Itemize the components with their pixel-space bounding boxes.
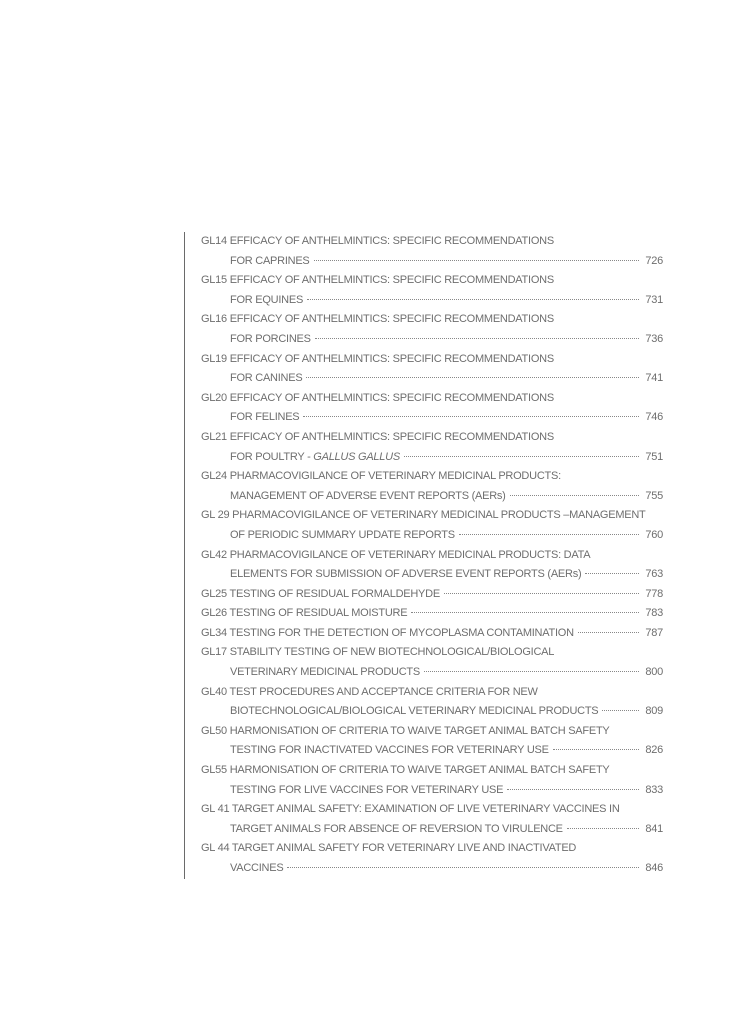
toc-entry-subtitle-text: FOR PORCINES [230, 332, 311, 345]
toc-entry-title: GL 44 TARGET ANIMAL SAFETY FOR VETERINARY LIVE AND INACTIVATED [201, 842, 577, 855]
dot-leader [411, 612, 639, 613]
toc-entry-subtitle [230, 291, 303, 311]
toc-entry-subtitle [230, 487, 506, 507]
toc-entry-continuation [201, 448, 663, 468]
toc-entry-continuation [201, 408, 663, 428]
page-number: 800 [645, 666, 663, 679]
toc-entry-subtitle [230, 565, 581, 585]
dot-leader [404, 456, 639, 457]
page-number: 760 [645, 528, 663, 541]
dot-leader [510, 495, 639, 496]
page-number: 833 [645, 783, 663, 796]
toc-entry-subtitle [230, 330, 311, 350]
toc-entry-subtitle-text: OF PERIODIC SUMMARY UPDATE REPORTS [230, 528, 455, 541]
toc-entry-subtitle [230, 448, 400, 468]
page-number: 787 [645, 626, 663, 639]
toc-entry[interactable] [201, 232, 663, 271]
toc-entry-continuation [201, 526, 663, 546]
toc-entry-subtitle-text: FOR EQUINES [230, 293, 304, 306]
table-of-contents [184, 232, 663, 879]
page-number: 726 [645, 254, 663, 267]
page-number: 731 [645, 293, 663, 306]
toc-entry-title: GL55 HARMONISATION OF CRITERIA TO WAIVE TARGET ANIMAL BATCH SAFETY [201, 764, 610, 777]
toc-entry-subtitle [230, 526, 455, 546]
dot-leader [578, 632, 639, 633]
page-number: 751 [645, 450, 663, 463]
dot-leader [303, 416, 639, 417]
toc-entry-subtitle-text: FOR CANINES [230, 372, 303, 385]
toc-entry-title: GL17 STABILITY TESTING OF NEW BIOTECHNOLOGICAL/BIOLOGICAL [201, 646, 555, 659]
toc-entry[interactable] [201, 467, 663, 506]
toc-entry-line [201, 585, 663, 605]
toc-entry-subtitle [230, 781, 503, 801]
dot-leader [314, 260, 639, 261]
toc-entry-subtitle-text: TARGET ANIMALS FOR ABSENCE OF REVERSION TO VIRULENCE [230, 822, 563, 835]
page-number: 755 [645, 489, 663, 502]
toc-entry-title: GL50 HARMONISATION OF CRITERIA TO WAIVE TARGET ANIMAL BATCH SAFETY [201, 724, 610, 737]
dot-leader [567, 828, 639, 829]
toc-entry-title: GL19 EFFICACY OF ANTHELMINTICS: SPECIFIC RECOMMENDATIONS [201, 352, 554, 365]
toc-entry-title: GL 29 PHARMACOVIGILANCE OF VETERINARY MEDICINAL PRODUCTS –MANAGEMENT [201, 509, 646, 522]
toc-entry-subtitle-text: VACCINES [230, 862, 284, 874]
dot-leader [424, 671, 639, 672]
toc-entry-title: GL 41 TARGET ANIMAL SAFETY: EXAMINATION OF LIVE VETERINARY VACCINES IN [201, 803, 620, 816]
toc-entry-title: GL34 TESTING FOR THE DETECTION OF MYCOPLASMA CONTAMINATION [201, 626, 574, 639]
dot-leader [553, 749, 639, 750]
toc-entry-subtitle-text: TESTING FOR LIVE VACCINES FOR VETERINARY USE [230, 783, 504, 796]
toc-entry-title: GL24 PHARMACOVIGILANCE OF VETERINARY MEDICINAL PRODUCTS: [201, 470, 561, 483]
toc-entry-title: GL14 EFFICACY OF ANTHELMINTICS: SPECIFIC RECOMMENDATIONS [201, 235, 554, 247]
dot-leader [459, 534, 639, 535]
toc-entry-subtitle-text: VETERINARY MEDICINAL PRODUCTS [230, 666, 420, 679]
toc-entry[interactable] [201, 624, 663, 644]
dot-leader [306, 377, 639, 378]
page-number: 841 [645, 822, 663, 835]
toc-entry-continuation [201, 663, 663, 683]
toc-entry-title: GL21 EFFICACY OF ANTHELMINTICS: SPECIFIC RECOMMENDATIONS [201, 430, 554, 443]
toc-entry-subtitle [230, 369, 302, 389]
toc-entry-continuation [201, 330, 663, 350]
toc-entry-continuation [201, 702, 663, 722]
dot-leader [444, 593, 639, 594]
toc-entry-continuation [201, 781, 663, 801]
toc-entry[interactable] [201, 506, 663, 545]
toc-entry-subtitle-text: TESTING FOR INACTIVATED VACCINES FOR VETERINARY USE [230, 744, 549, 757]
toc-entry-continuation [201, 369, 663, 389]
toc-entry[interactable] [201, 428, 663, 467]
toc-entry[interactable] [201, 271, 663, 310]
dot-leader [287, 867, 639, 868]
page-number: 778 [645, 587, 663, 600]
toc-entry[interactable] [201, 310, 663, 349]
toc-entry-title: GL15 EFFICACY OF ANTHELMINTICS: SPECIFIC RECOMMENDATIONS [201, 274, 554, 287]
toc-entry[interactable] [201, 683, 663, 722]
toc-entry[interactable] [201, 800, 663, 839]
toc-entry-continuation [201, 487, 663, 507]
toc-entry-continuation [201, 252, 663, 272]
toc-entry[interactable] [201, 604, 663, 624]
toc-entry-subtitle-text: FOR POULTRY - [230, 450, 314, 463]
toc-entry-subtitle-text: FOR CAPRINES [230, 254, 310, 267]
page-number: 846 [645, 862, 663, 874]
page-number: 741 [645, 372, 663, 385]
toc-entry-line [201, 624, 663, 644]
page-number: 746 [645, 411, 663, 424]
dot-leader [602, 710, 639, 711]
toc-entry[interactable] [201, 761, 663, 800]
toc-entry-subtitle [230, 252, 310, 272]
toc-entry[interactable] [201, 839, 663, 878]
toc-entry[interactable] [201, 585, 663, 605]
toc-entry[interactable] [201, 389, 663, 428]
page-number: 809 [645, 705, 663, 718]
toc-entry-continuation [201, 820, 663, 840]
toc-entry-title: GL40 TEST PROCEDURES AND ACCEPTANCE CRITERIA FOR NEW [201, 685, 538, 698]
dot-leader [585, 573, 639, 574]
toc-entry[interactable] [201, 546, 663, 585]
toc-entry-subtitle [230, 820, 563, 840]
toc-entry-title: GL42 PHARMACOVIGILANCE OF VETERINARY MEDICINAL PRODUCTS: DATA [201, 548, 591, 561]
toc-entry-subtitle-text: FOR FELINES [230, 411, 300, 424]
page-number: 826 [645, 744, 663, 757]
toc-entry[interactable] [201, 722, 663, 761]
toc-entry[interactable] [201, 643, 663, 682]
toc-entry-continuation [201, 859, 663, 879]
toc-entry-subtitle-text: ELEMENTS FOR SUBMISSION OF ADVERSE EVENT REPORTS (AERs) [230, 568, 582, 581]
toc-entry-title: GL20 EFFICACY OF ANTHELMINTICS: SPECIFIC RECOMMENDATIONS [201, 391, 554, 404]
page-number: 763 [645, 568, 663, 581]
toc-entry-subtitle [230, 702, 598, 722]
toc-entry-title: GL16 EFFICACY OF ANTHELMINTICS: SPECIFIC RECOMMENDATIONS [201, 313, 554, 326]
toc-entry-subtitle [230, 859, 283, 879]
toc-entry-line [201, 604, 663, 624]
toc-entry-subtitle [230, 408, 299, 428]
toc-entry-subtitle-text: MANAGEMENT OF ADVERSE EVENT REPORTS (AERs) [230, 489, 506, 502]
dot-leader [507, 789, 639, 790]
toc-entry-continuation [201, 291, 663, 311]
toc-entry-title: GL26 TESTING OF RESIDUAL MOISTURE [201, 607, 408, 620]
toc-entry-continuation [201, 565, 663, 585]
toc-entry-subtitle [230, 741, 549, 761]
page-number: 736 [645, 332, 663, 345]
dot-leader [307, 299, 639, 300]
page-number: 783 [645, 607, 663, 620]
toc-entry[interactable] [201, 350, 663, 389]
dot-leader [315, 338, 639, 339]
toc-entry-continuation [201, 741, 663, 761]
toc-entry-subtitle [230, 663, 420, 683]
toc-entry-subtitle-italic: GALLUS GALLUS [313, 450, 400, 463]
toc-entry-title: GL25 TESTING OF RESIDUAL FORMALDEHYDE [201, 587, 440, 600]
toc-entry-subtitle-text: BIOTECHNOLOGICAL/BIOLOGICAL VETERINARY MEDICINAL PRODUCTS [230, 705, 599, 718]
